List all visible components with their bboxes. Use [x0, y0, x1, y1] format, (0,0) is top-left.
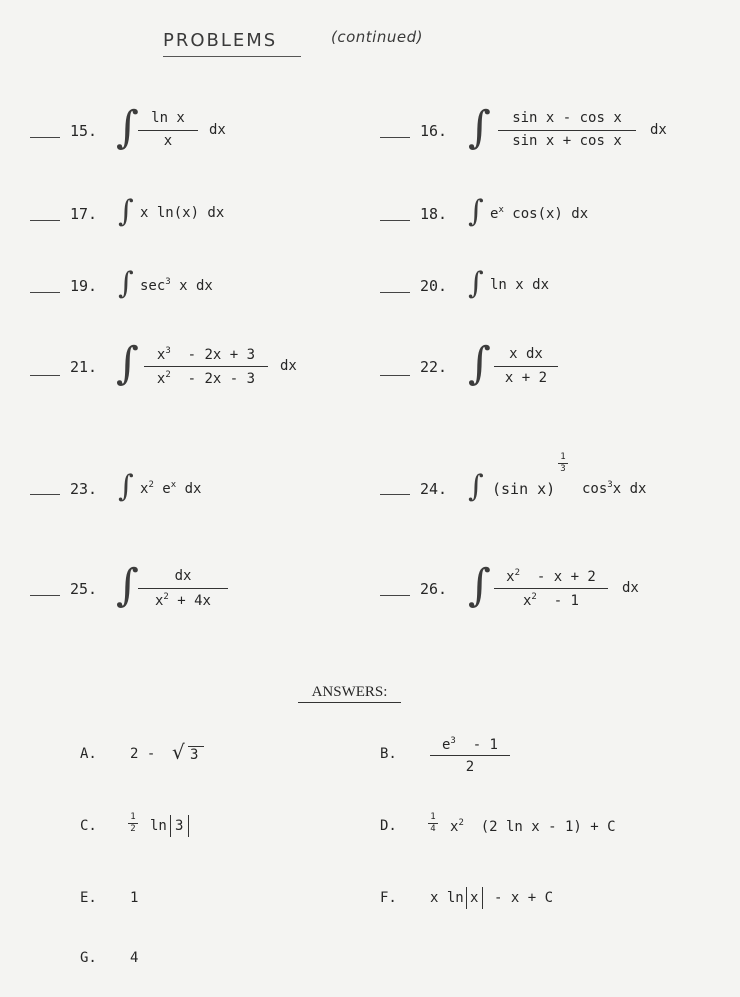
answer-blank[interactable] [380, 494, 410, 495]
term: cos(x) dx [503, 206, 589, 222]
answer-blank[interactable] [380, 292, 410, 293]
answer-value-tail: - x + C [494, 890, 554, 906]
answer-blank[interactable] [30, 375, 60, 376]
answer-e [80, 890, 330, 930]
problem-number: 19. [70, 277, 98, 295]
problem-number: 26. [420, 580, 448, 598]
radicand: 3 [188, 746, 204, 763]
answer-g [80, 950, 330, 990]
problem-number: 22. [420, 358, 448, 376]
answer-blank[interactable] [30, 220, 60, 221]
answer-blank[interactable] [380, 595, 410, 596]
answer-letter: G. [80, 950, 97, 966]
numerator: $e^3 - 1$ [441, 736, 498, 753]
answer-letter: B. [380, 746, 397, 762]
integral-sign: ∫ [116, 338, 139, 389]
problem-26 [380, 562, 710, 632]
answer-value: 1 [130, 890, 139, 906]
answer-letter: A. [80, 746, 97, 762]
problem-17 [30, 195, 360, 265]
problem-number: 17. [70, 205, 98, 223]
differential: dx [650, 122, 667, 138]
problem-number: 25. [70, 580, 98, 598]
integral-sign: ∫ [468, 194, 484, 229]
integral-sign: ∫ [468, 102, 491, 153]
answer-a [80, 740, 330, 786]
integrand: x ln(x) dx [140, 205, 225, 221]
fraction [494, 346, 558, 392]
superscript: x [498, 205, 504, 215]
problem-15 [30, 100, 360, 170]
problem-number: 23. [70, 480, 98, 498]
numerator: $x^2 - x + 2$ [506, 568, 596, 585]
problem-21 [30, 340, 360, 410]
fraction-bar [498, 130, 636, 131]
abs-bar [466, 887, 467, 909]
answer-blank[interactable] [30, 494, 60, 495]
answer-value: $x^2$ (2 ln x - 1) + C [450, 818, 616, 835]
numerator: $x^3 - 2x + 3$ [156, 346, 256, 363]
page-subtitle: (continued) [331, 28, 423, 46]
denominator: x + 2 [504, 370, 548, 386]
numerator: dx [174, 568, 192, 584]
problem-number: 24. [420, 480, 448, 498]
problem-24: 24. ∫ (sin x) 1 3 $\cos^3x$ dx [380, 450, 710, 520]
title-underline [163, 56, 301, 57]
problem-number: 16. [420, 122, 448, 140]
answer-blank[interactable] [380, 137, 410, 138]
term: x dx [170, 278, 213, 294]
abs-bar [482, 887, 483, 909]
fraction [138, 110, 198, 154]
answer-blank[interactable] [30, 292, 60, 293]
fraction-bar [494, 366, 558, 367]
integral-sign: ∫ [116, 560, 139, 611]
radical-sign: √ [172, 740, 185, 764]
denominator: $x^2 - 2x - 3$ [156, 370, 256, 387]
denominator: 2 [465, 759, 475, 775]
answer-f [380, 890, 720, 930]
problem-number: 18. [420, 205, 448, 223]
answer-blank[interactable] [30, 137, 60, 138]
abs-bar [170, 815, 171, 837]
term: e [490, 206, 499, 222]
denominator: $x^2 + 4x$ [154, 592, 211, 609]
problem-25 [30, 562, 360, 632]
integral-sign: ∫ [468, 560, 491, 611]
integral-sign: ∫ [118, 469, 134, 504]
fraction-bar [430, 755, 510, 756]
fraction [430, 736, 510, 782]
integrand [490, 205, 588, 222]
answer-value: 2 - [130, 746, 164, 762]
problem-16 [380, 100, 710, 170]
fraction [144, 346, 268, 392]
fraction [498, 110, 636, 154]
integral-sign: ∫ [468, 266, 484, 301]
answer-blank[interactable] [380, 220, 410, 221]
fraction [138, 568, 228, 614]
answer-letter: E. [80, 890, 97, 906]
term: sec [140, 278, 166, 294]
abs-content: x [470, 890, 479, 906]
denominator: sin x + cos x [512, 133, 622, 149]
page-title: PROBLEMS [163, 30, 278, 51]
fraction-bar [138, 588, 228, 589]
problem-number: 15. [70, 122, 98, 140]
fraction-bar [494, 588, 608, 589]
answer-letter: F. [380, 890, 397, 906]
superscript: 3 [165, 277, 171, 287]
answer-blank[interactable] [30, 595, 60, 596]
fraction [494, 568, 608, 614]
fraction-bar [144, 366, 268, 367]
problem-22 [380, 340, 710, 410]
integral-sign: ∫ [468, 469, 484, 504]
integral-sign: ∫ [116, 102, 139, 153]
denominator: $x^2 - 1$ [522, 592, 579, 609]
abs-bar [188, 815, 189, 837]
numerator: ln x [151, 110, 185, 126]
problem-20 [380, 267, 710, 337]
numerator: sin x - cos x [512, 110, 622, 126]
answer-value: 4 [130, 950, 139, 966]
base: (sin x) [492, 480, 556, 498]
integral-sign: ∫ [118, 194, 134, 229]
answer-value: ln [150, 818, 167, 834]
answer-blank[interactable] [380, 375, 410, 376]
answer-value: x ln [430, 890, 464, 906]
differential: dx [622, 580, 639, 596]
answer-letter: C. [80, 818, 97, 834]
integrand: $x^2$ $e^x$ dx [140, 480, 202, 497]
integrand: ln x dx [490, 277, 550, 293]
fraction-bar [138, 130, 198, 131]
numerator: x dx [509, 346, 543, 362]
abs-content: 3 [175, 818, 184, 834]
problem-18 [380, 195, 710, 265]
differential: dx [280, 358, 297, 374]
answer-d: D. 1 4 $x^2$ (2 ln x - 1) + C [380, 812, 616, 835]
problem-23 [30, 470, 360, 540]
answer-b [380, 736, 630, 786]
problem-number: 20. [420, 277, 448, 295]
integrand: $\cos^3x$ dx [582, 480, 647, 497]
answers-heading: ANSWERS: [298, 684, 401, 703]
header [163, 28, 463, 68]
problem-number: 21. [70, 358, 98, 376]
integrand [140, 277, 213, 294]
denominator: x [163, 133, 173, 149]
answer-letter: D. [380, 818, 397, 834]
differential: dx [209, 122, 226, 138]
integral-sign: ∫ [118, 266, 134, 301]
problem-19 [30, 267, 360, 337]
answer-c: C. 1 2 ln 3 [80, 818, 330, 858]
integral-sign: ∫ [468, 338, 491, 389]
